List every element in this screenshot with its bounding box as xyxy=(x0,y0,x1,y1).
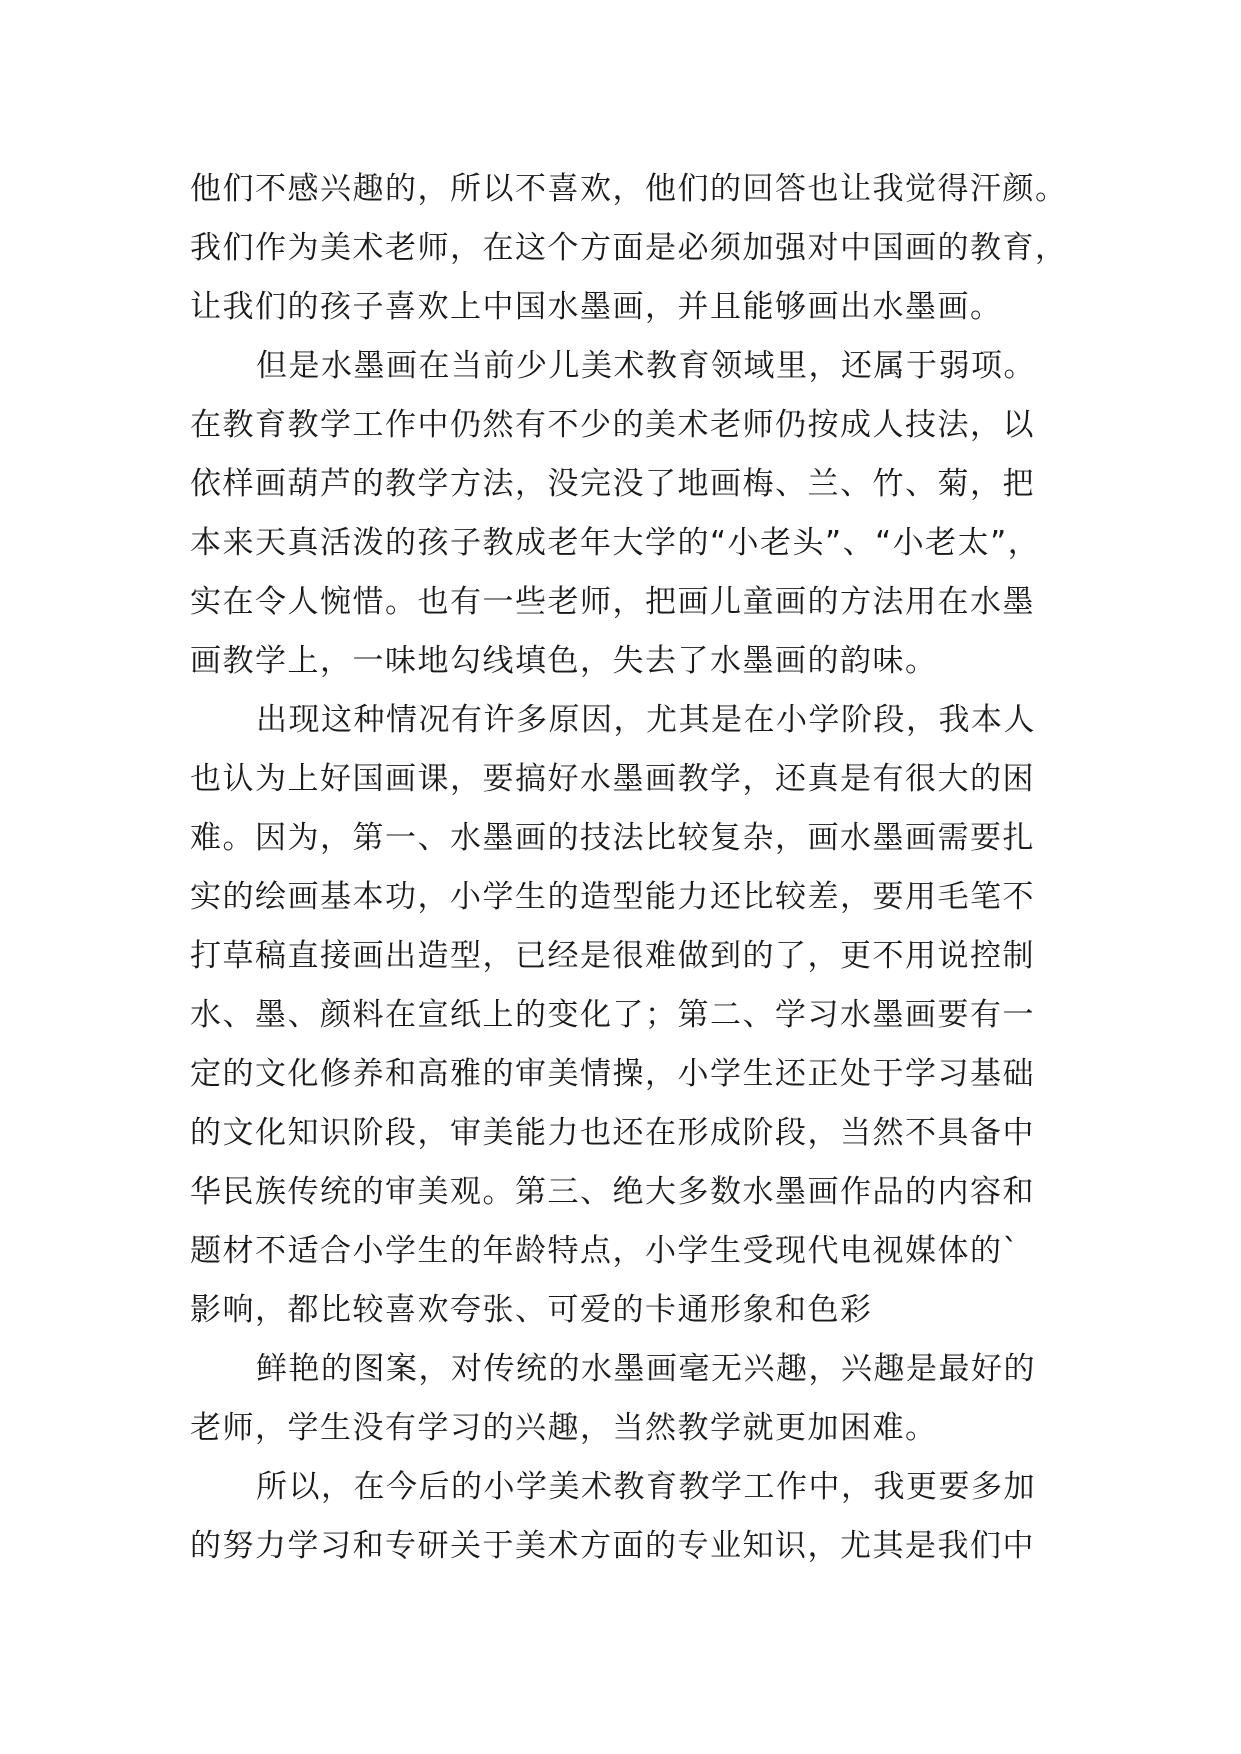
text-line: 定的文化修养和高雅的审美情操，小学生还正处于学习基础 xyxy=(190,1056,1035,1092)
text-line: 他们不感兴趣的，所以不喜欢，他们的回答也让我觉得汗颜。 xyxy=(190,171,1068,207)
paragraph-start-line: 鲜艳的图案，对传统的水墨画毫无兴趣，兴趣是最好的 xyxy=(256,1351,1036,1387)
text-line: 实在令人惋惜。也有一些老师，把画儿童画的方法用在水墨 xyxy=(190,584,1035,620)
text-line: 打草稿直接画出造型，已经是很难做到的了，更不用说控制 xyxy=(190,938,1035,974)
text-line: 水、墨、颜料在宣纸上的变化了；第二、学习水墨画要有一 xyxy=(190,997,1035,1033)
text-line: 本来天真活泼的孩子教成老年大学的“小老头”、“小老太”， xyxy=(190,525,1041,561)
body-text xyxy=(190,160,1080,1576)
text-line: 我们作为美术老师，在这个方面是必须加强对中国画的教育， xyxy=(190,230,1068,266)
text-line: 的文化知识阶段，审美能力也还在形成阶段，当然不具备中 xyxy=(190,1115,1035,1151)
paragraph-start-line: 出现这种情况有许多原因，尤其是在小学阶段，我本人 xyxy=(256,702,1036,738)
text-line: 影响，都比较喜欢夸张、可爱的卡通形象和色彩 xyxy=(190,1292,873,1328)
text-line: 难。因为，第一、水墨画的技法比较复杂，画水墨画需要扎 xyxy=(190,820,1035,856)
paragraph-start-line: 但是水墨画在当前少儿美术教育领域里，还属于弱项。 xyxy=(256,348,1036,384)
text-line: 的努力学习和专研关于美术方面的专业知识，尤其是我们中 xyxy=(190,1528,1035,1564)
text-line: 让我们的孩子喜欢上中国水墨画，并且能够画出水墨画。 xyxy=(190,289,1003,325)
text-line: 依样画葫芦的教学方法，没完没了地画梅、兰、竹、菊，把 xyxy=(190,466,1035,502)
text-line: 题材不适合小学生的年龄特点，小学生受现代电视媒体的` xyxy=(190,1233,1020,1269)
text-line: 在教育教学工作中仍然有不少的美术老师仍按成人技法，以 xyxy=(190,407,1035,443)
text-line: 华民族传统的审美观。第三、绝大多数水墨画作品的内容和 xyxy=(190,1174,1035,1210)
text-line: 实的绘画基本功，小学生的造型能力还比较差，要用毛笔不 xyxy=(190,879,1035,915)
paragraph-start-line: 所以，在今后的小学美术教育教学工作中，我更要多加 xyxy=(256,1469,1036,1505)
text-line: 老师，学生没有学习的兴趣，当然教学就更加困难。 xyxy=(190,1410,938,1446)
text-line: 也认为上好国画课，要搞好水墨画教学，还真是有很大的困 xyxy=(190,761,1035,797)
text-line: 画教学上，一味地勾线填色，失去了水墨画的韵味。 xyxy=(190,643,938,679)
